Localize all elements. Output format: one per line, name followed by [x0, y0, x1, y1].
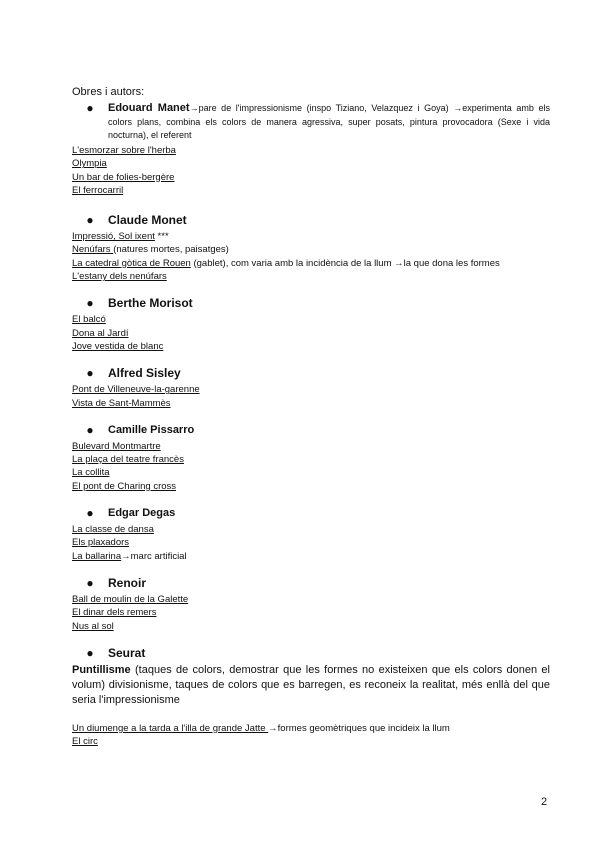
work-link[interactable]: Dona al Jardí	[72, 327, 129, 339]
manet-description: →pare de l'impressionisme (inspo Tiziano, Velazquez i Goya) →experimenta amb els colors plans, combina els colors de manera agressiva, super posats, pintura provocadora (Sexe i vida nocturna), el referent	[108, 103, 550, 140]
works-pissarro	[72, 440, 550, 493]
works-monet	[72, 230, 550, 283]
work-link[interactable]: La collita	[72, 467, 110, 479]
works-sisley	[72, 383, 550, 410]
bullet-icon: ●	[86, 645, 94, 660]
bullet-icon: ●	[86, 101, 94, 115]
author-degas	[72, 506, 550, 521]
work-link[interactable]: El dinar dels remers	[72, 607, 157, 619]
work-link[interactable]: L'esmorzar sobre l'herba	[72, 145, 176, 156]
works-manet	[72, 144, 550, 197]
bullet-icon: ●	[86, 296, 94, 311]
work-link[interactable]: Nenúfars	[72, 244, 114, 256]
work-link[interactable]: Vista de Sant-Mammès	[72, 397, 171, 409]
author-monet	[72, 213, 550, 228]
author-morisot	[72, 296, 550, 311]
work-link[interactable]: El balcó	[72, 314, 106, 326]
work-link[interactable]: El circ	[72, 736, 98, 748]
author-name-manet: Edouard Manet	[108, 102, 190, 114]
work-link[interactable]: L'estany dels nenúfars	[72, 271, 167, 283]
work-note: (gablet), com varia amb la incidència de la llum →la que dona les formes	[190, 257, 500, 269]
works-seurat	[72, 722, 550, 749]
author-name-morisot: Berthe Morisot	[108, 296, 193, 311]
bullet-icon: ●	[86, 213, 94, 228]
author-renoir	[72, 576, 550, 591]
bullet-icon: ●	[86, 506, 94, 521]
work-link[interactable]: Pont de Villeneuve-la-garenne	[72, 384, 200, 396]
seurat-term: Puntillisme	[72, 663, 131, 676]
author-name-pissarro: Camille Pissarro	[108, 423, 195, 436]
work-note: (natures mortes, paisatges)	[113, 244, 229, 256]
author-manet	[72, 101, 550, 142]
work-link[interactable]: Ball de moulin de la Galette	[72, 593, 189, 605]
author-sisley	[72, 366, 550, 381]
work-note: ***	[154, 231, 169, 243]
work-link[interactable]: El ferrocarril	[72, 184, 124, 196]
works-morisot	[72, 313, 550, 353]
works-degas	[72, 523, 550, 563]
work-link[interactable]: Jove vestida de blanc	[72, 340, 164, 352]
seurat-paragraph	[72, 663, 550, 708]
author-pissarro	[72, 423, 550, 438]
bullet-icon: ●	[86, 366, 94, 381]
work-link[interactable]: Bulevard Montmartre	[72, 440, 161, 452]
author-name-monet: Claude Monet	[108, 213, 187, 228]
work-link[interactable]: La classe de dansa	[72, 524, 154, 536]
author-seurat	[72, 646, 550, 661]
document-body	[72, 86, 550, 748]
author-name-renoir: Renoir	[108, 575, 147, 590]
work-link[interactable]: Un bar de folies-bergère	[72, 171, 175, 183]
intro-heading: Obres i autors:	[72, 86, 145, 98]
work-link[interactable]: Un diumenge a la tarda a l'illa de grande Jatte	[72, 722, 269, 734]
work-link[interactable]: Els plaxadors	[72, 537, 130, 549]
seurat-description: (taques de colors, demostrar que les formes no existeixen que els colors donen el volum) divisionisme, taques de colors que es barregen, es reconeix la realitat, més enllà del que seria l'impressionisme	[72, 663, 550, 706]
bullet-icon: ●	[86, 575, 94, 590]
works-renoir	[72, 593, 550, 633]
work-note: →marc artificial	[121, 550, 187, 562]
work-link[interactable]: Nus al sol	[72, 620, 114, 632]
page-number: 2	[541, 796, 548, 808]
work-link[interactable]: Impressió, Sol ixent	[72, 231, 155, 243]
author-name-seurat: Seurat	[108, 645, 146, 660]
bullet-icon: ●	[86, 422, 94, 437]
author-name-sisley: Alfred Sisley	[108, 366, 181, 381]
author-name-degas: Edgar Degas	[108, 507, 176, 520]
work-link[interactable]: El pont de Charing cross	[72, 480, 177, 492]
work-link[interactable]: Olympia	[72, 158, 107, 170]
work-link[interactable]: La plaça del teatre francès	[72, 454, 184, 466]
work-link[interactable]: La catedral gòtica de Rouen	[72, 257, 191, 269]
work-link[interactable]: La ballarina	[72, 550, 122, 562]
work-note: →formes geomètriques que incideix la llum	[268, 722, 450, 734]
